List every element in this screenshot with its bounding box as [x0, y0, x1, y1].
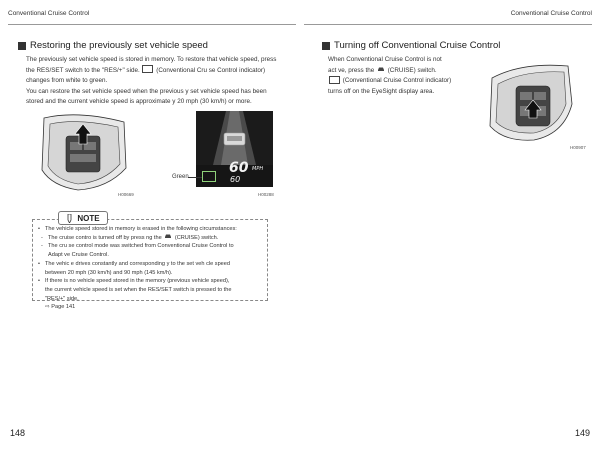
body-text-span: (Conventional Cruise Control indicator) [342, 77, 452, 85]
arrow-right-icon: ⇨ [45, 304, 50, 311]
note-text-line: The cru se control mode was switched from Conventional Cruise Control to [48, 243, 234, 250]
cruise-indicator-icon [329, 76, 340, 84]
lane-graphic [196, 111, 273, 165]
note-text-line: (CRUISE) switch. [174, 234, 219, 241]
note-bullet: • The vehic e drives constantly and corresponding y to the set veh cle speed [38, 260, 231, 267]
note-content [38, 225, 264, 312]
cruise-indicator-icon [142, 65, 153, 73]
current-speed: 60 [229, 160, 249, 176]
body-line: turns off on the EyeSight display area. [328, 87, 435, 95]
green-callout-line [188, 177, 202, 178]
page-reference[interactable] [38, 303, 264, 312]
header-divider-right [304, 24, 592, 25]
figure-code-right: H00907 [570, 145, 586, 150]
figure-code-left: H00669 [118, 192, 134, 197]
page-number-left: 148 [10, 428, 26, 438]
body-line [26, 66, 294, 77]
cruise-switch-icon [164, 233, 172, 239]
note-heading [58, 211, 108, 225]
restoring-body [26, 55, 294, 108]
note-text-line: If there is no vehicle speed stored in the memory (previous vehicle speed), [45, 278, 230, 285]
header-divider-left [8, 24, 296, 25]
body-text-span: the RES/SET switch to the "RES/+" side. [26, 66, 140, 74]
body-line: The previously set vehicle speed is stored in memory. To restore that vehicle speed, press [26, 56, 277, 63]
square-bullet-icon [18, 42, 26, 50]
body-text-span: act ve, press the [328, 66, 375, 74]
body-text-span: (Conventional Cru se Control indicator) [156, 66, 266, 74]
turning-off-body [328, 55, 470, 97]
section-title-text: Restoring the previously set vehicle speed [30, 40, 208, 51]
note-bullet-continuation [38, 295, 264, 304]
note-dash: - The cruise contro is turned off by press ng the (CRUISE) switch. [41, 234, 219, 241]
note-text-line: between 20 mph (30 km/h) and 90 mph (145 km/h). [45, 269, 173, 276]
section-title-restoring [18, 40, 208, 51]
square-bullet-icon [322, 42, 330, 50]
note-dash: - The cru se control mode was switched from Conventional Cruise Control to [41, 243, 234, 250]
body-line [328, 76, 470, 87]
note-bullet: • If there is no vehicle speed stored in the memory (previous vehicle speed), [38, 278, 230, 285]
running-header-left: Conventional Cruise Control [8, 10, 90, 17]
note-bullet: • The vehicle speed stored in memory is erased in the following circumstances: [38, 226, 237, 232]
body-line: You can restore the set vehicle speed when the previous y set vehicle speed has been [26, 87, 267, 95]
note-title: NOTE [77, 213, 100, 223]
note-bullet-continuation [38, 269, 264, 278]
note-text-line: The cruise contro is turned off by press ng the [48, 234, 162, 241]
steering-switch-illustration-right [478, 60, 578, 144]
green-callout-label: Green [172, 174, 189, 180]
section-title-turning-off [322, 40, 500, 51]
speed-unit: MPH [252, 166, 264, 172]
note-text-line: The vehic e drives constantly and corresponding y to the set veh cle speed [45, 260, 231, 267]
set-speed: 60 [230, 175, 241, 184]
note-text-line: Adapt ve Cruise Control. [48, 252, 109, 259]
steering-switch-illustration-left [38, 112, 130, 192]
note-text-line: the current vehicle speed is set when the RES/SET switch is pressed to the [45, 286, 232, 293]
body-line: changes from white to green. [26, 77, 108, 85]
note-dash-continuation [38, 251, 264, 260]
page-reference-text[interactable]: Page 141 [51, 304, 76, 311]
body-line: stored and the current vehicle speed is approximate y 20 mph (30 km/h) or more. [26, 98, 252, 106]
eyesight-display [196, 111, 273, 187]
pencil-icon [66, 214, 73, 223]
cruise-indicator-green-icon [202, 171, 216, 182]
running-header-right: Conventional Cruise Control [510, 10, 592, 17]
note-text-line: The vehicle speed stored in memory is erased in the following circumstances: [45, 226, 237, 232]
body-line [328, 66, 470, 77]
note-text-line: "RES/+" side. [45, 295, 79, 302]
page-number-right: 149 [574, 428, 590, 438]
cruise-switch-icon [377, 66, 385, 72]
note-bullet-continuation [38, 286, 264, 295]
section-title-text: Turning off Conventional Cruise Control [334, 40, 501, 51]
body-line: When Conventional Cruise Control is not [328, 56, 442, 63]
body-text-span: (CRUISE) switch. [387, 66, 437, 74]
figure-code-display: H00288 [258, 192, 274, 197]
